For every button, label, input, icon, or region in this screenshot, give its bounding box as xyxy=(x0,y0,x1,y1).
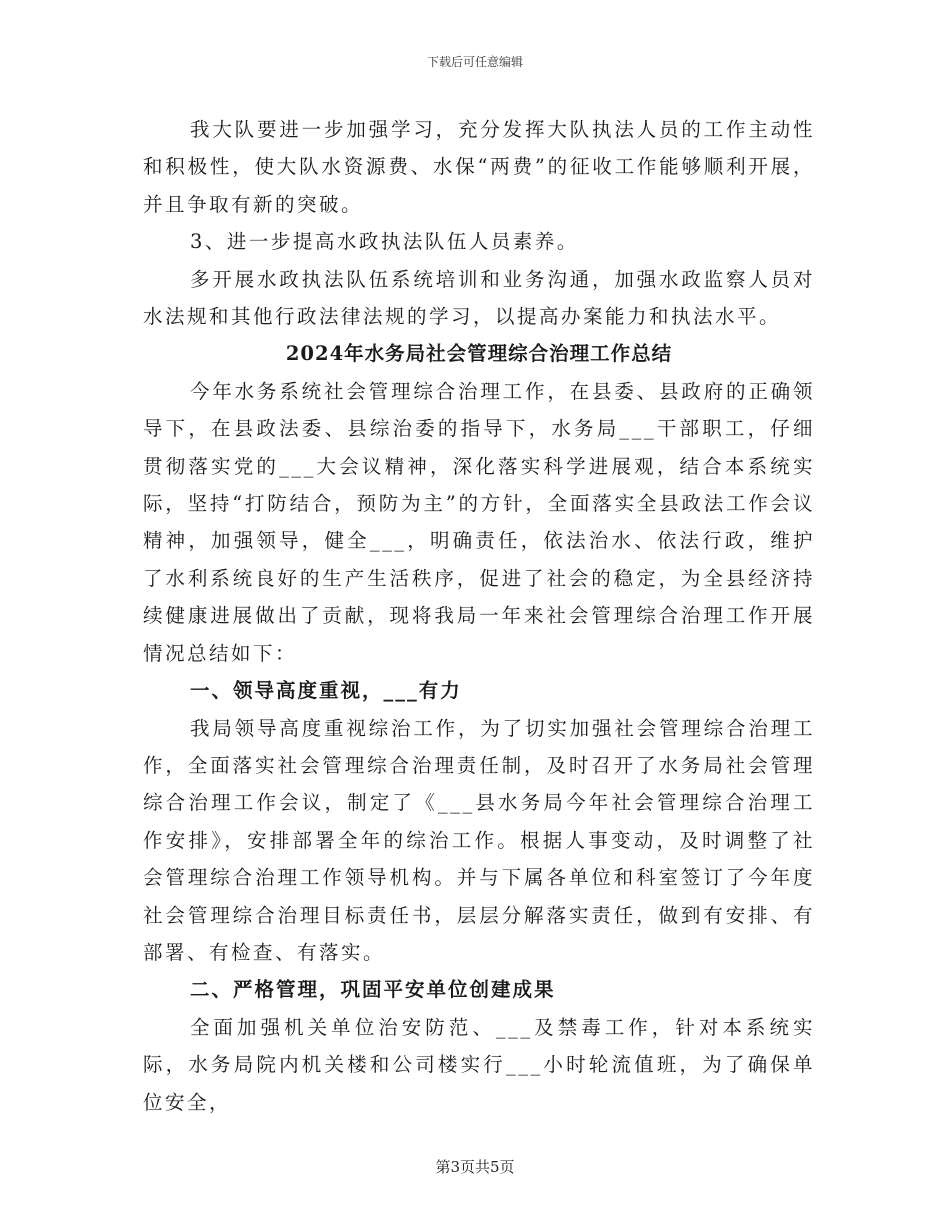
paragraph-leadership: 我局领导高度重视综治工作，为了切实加强社会管理综合治理工作，全面落实社会管理综合治理责任制，及时召开了水务局社会管理综合治理工作会议，制定了《___县水务局今年社会管理综合治理工作安排》，安排部署全年的综治工作。根据人事变动，及时调整了社会管理综合治理工作领导机构。并与下属各单位和科室签订了今年度社会管理综合治理目标责任书，层层分解落实责任，做到有安排、有部署、有检查、有落实。 xyxy=(143,716,815,964)
document-body xyxy=(143,111,815,1121)
page-number: 第3页共5页 xyxy=(435,1158,515,1176)
paragraph-study: 我大队要进一步加强学习，充分发挥大队执法人员的工作主动性和积极性，使大队水资源费、水保“两费”的征收工作能够顺利开展，并且争取有新的突破。 xyxy=(143,118,815,216)
section-heading-2: 二、严格管理，巩固平安单位创建成果 xyxy=(190,978,556,1002)
document-title: 2024年水务局社会管理综合治理工作总结 xyxy=(285,342,673,366)
section-heading-1: 一、领导高度重视，___有力 xyxy=(190,679,462,703)
paragraph-item-3: 3、进一步提高水政执法队伍人员素养。 xyxy=(190,230,579,254)
paragraph-intro: 今年水务系统社会管理综合治理工作，在县委、县政府的正确领导下，在县政法委、县综治委的指导下，水务局___干部职工，仔细贯彻落实党的___大会议精神，深化落实科学进展观，结合本系统实际，坚持“打防结合，预防为主”的方针，全面落实全县政法工作会议精神，加强领导，健全___，明确责任，依法治水、依法行政，维护了水利系统良好的生产生活秩序，促进了社会的稳定，为全县经济持续健康进展做出了贡献，现将我局一年来社会管理综合治理工作开展情况总结如下： xyxy=(143,379,815,665)
page-header: 下载后可任意编辑 xyxy=(426,55,523,69)
paragraph-management: 全面加强机关单位治安防范、___及禁毒工作，针对本系统实际，水务局院内机关楼和公司楼实行___小时轮流值班，为了确保单位安全， xyxy=(143,1015,815,1114)
paragraph-training: 多开展水政执法队伍系统培训和业务沟通，加强水政监察人员对水法规和其他行政法律法规的学习，以提高办案能力和执法水平。 xyxy=(143,267,815,329)
